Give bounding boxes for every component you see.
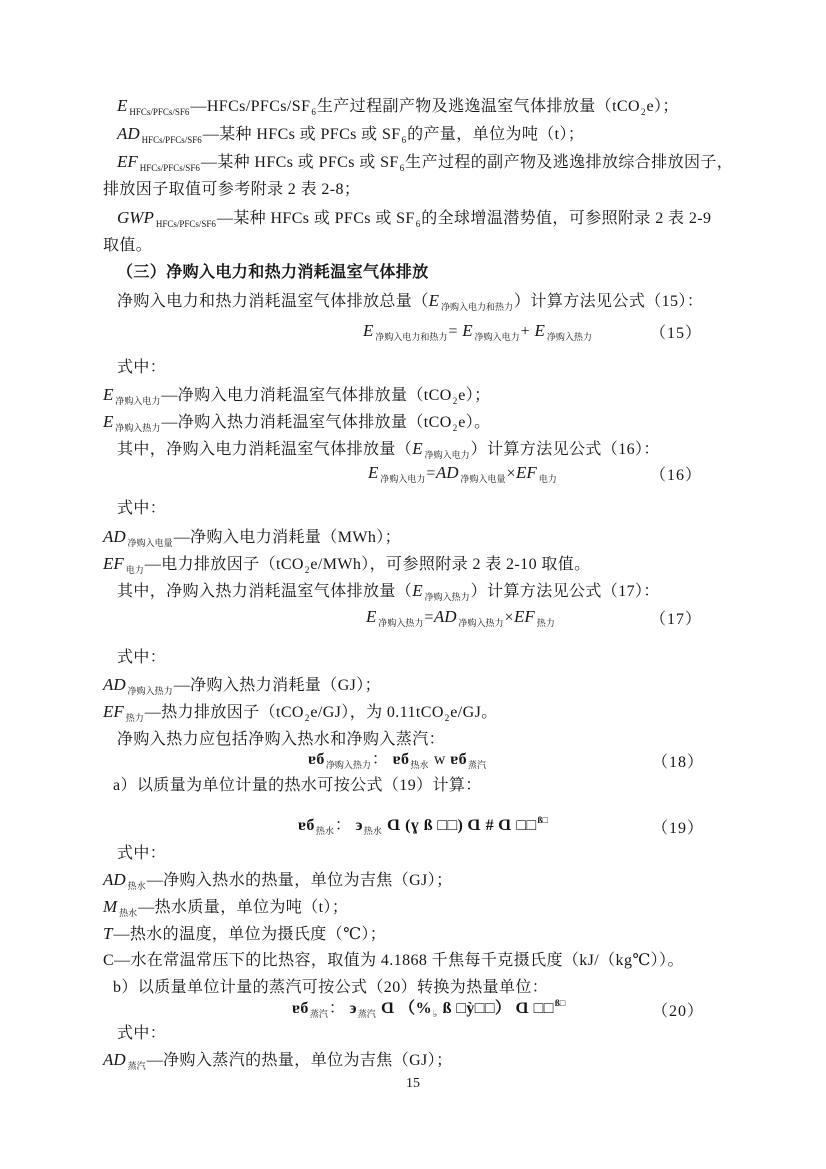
formula-19: ɐб$_{热水}$： $϶_{热水}$ Ɑ (ɣ ß □□) Ɑ # Ɑ □□$^{ß□}$: [298, 815, 548, 836]
definition-ef-heat: EF $_{热力}$—热力排放因子（tCO$_2$e/GJ），为 0.11tCO$_2$e/GJ。: [103, 702, 498, 723]
definition-ef-hfcs: EF $_{HFCs/PFCs/SF6}$—某种 HFCs 或 PFCs 或 $SF_6$生产过程的副产物及逃逸排放综合排放因子，: [117, 152, 734, 173]
formula-17: E $_{净购入热力}$=AD $_{净购入热力}$×EF $_{热力}$: [366, 607, 555, 628]
definition-ad-electricity: AD $_{净购入电量}$—净购入电力消耗量（MWh）；: [103, 527, 402, 548]
definition-e-electricity: E $_{净购入电力}$—净购入电力消耗温室气体排放量（tCO$_2$e）；: [103, 385, 491, 406]
formula-20-number: （20）: [652, 1003, 705, 1020]
definition-t-temperature: T—热水的温度，单位为摄氏度（℃）；: [103, 924, 387, 943]
page-number: 15: [406, 1076, 420, 1091]
definition-ad-hotwater: AD $_{热水}$—净购入热水的热量，单位为吉焦（GJ）；: [103, 870, 453, 891]
label-shizhong-5: 式中：: [117, 1025, 167, 1042]
definition-gwp-hfcs: GWP $_{HFCs/PFCs/SF6}$—某种 HFCs 或 PFCs 或 $SF_6$的全球增温潜势值，可参照附录 2 表 2-9: [117, 208, 712, 229]
formula-16: E $_{净购入电力}$=AD $_{净购入电量}$×EF $_{电力}$: [368, 463, 557, 484]
formula-15: E $_{净购入电力和热力}$= E $_{净购入电力}$+ E $_{净购入热力}$: [363, 321, 592, 342]
formula-17-number: （17）: [650, 611, 703, 628]
definition-e-hfcs: E $_{HFCs/PFCs/SF6}—HFCs/PFCs/SF_6$生产过程副产物及逃逸温室气体排放量（tCO$_2$e）；: [117, 96, 679, 117]
formula-20: ɐб$_{蒸汽}$： $϶_{蒸汽}$ Ɑ （$\%_♭$ ß □ỳ□□） Ɑ □□$^{ß□}$: [292, 998, 566, 1019]
paragraph-item-b: b）以质量单位计量的蒸汽可按公式（20）转换为热量单位：: [113, 979, 549, 996]
definition-ad-heat: AD $_{净购入热力}$—净购入热力消耗量（GJ）；: [103, 675, 382, 696]
definition-ad-hfcs: AD $_{HFCs/PFCs/SF6}$—某种 HFCs 或 PFCs 或 $SF_6$的产量，单位为吨（t）；: [117, 124, 585, 145]
definition-ef-hfcs-cont: 排放因子取值可参考附录 2 表 2-8；: [103, 181, 361, 198]
paragraph-formula-15-intro: 净购入电力和热力消耗温室气体排放总量（E $_{净购入电力和热力}$）计算方法见公式（15）：: [117, 291, 704, 312]
definition-gwp-hfcs-cont: 取值。: [103, 237, 153, 254]
label-shizhong-1: 式中：: [117, 359, 167, 376]
definition-ad-steam: AD $_{蒸汽}$—净购入蒸汽的热量，单位为吉焦（GJ）；: [103, 1050, 453, 1071]
paragraph-formula-16-intro: 其中，净购入电力消耗温室气体排放量（E $_{净购入电力}$）计算方法见公式（16）：: [117, 439, 660, 460]
definition-m-hotwater: M $_{热水}$—热水质量，单位为吨（t）；: [103, 897, 349, 918]
formula-19-number: （19）: [652, 820, 705, 837]
formula-18-number: （18）: [652, 754, 705, 771]
formula-16-number: （16）: [650, 467, 703, 484]
label-shizhong-4: 式中：: [117, 845, 167, 862]
label-shizhong-3: 式中：: [117, 649, 167, 666]
formula-18: ɐб$_{净购入热力}$： ɐб$_{热水}$ w ɐб$_{蒸汽}$: [308, 751, 487, 770]
definition-ef-electricity: EF $_{电力}$—电力排放因子（tCO$_2$e/MWh），可参照附录 2 表 2-10 取值。: [103, 554, 591, 575]
definition-e-heat: E $_{净购入热力}$—净购入热力消耗温室气体排放量（tCO$_2$e）。: [103, 412, 491, 433]
section-heading: （三）净购入电力和热力消耗温室气体排放: [117, 264, 429, 281]
definition-c-heatcapacity: C—水在常温常压下的比热容，取值为 4.1868 千焦每千克摄氏度（kJ/（kg℃））。: [103, 952, 684, 969]
label-shizhong-2: 式中：: [117, 500, 167, 517]
paragraph-formula-17-intro: 其中，净购入热力消耗温室气体排放量（E $_{净购入热力}$）计算方法见公式（17）：: [117, 581, 660, 602]
formula-15-number: （15）: [650, 325, 703, 342]
paragraph-heat-scope: 净购入热力应包括净购入热水和净购入蒸汽：: [117, 731, 446, 748]
paragraph-item-a: a）以质量为单位计量的热水可按公式（19）计算：: [113, 777, 482, 794]
